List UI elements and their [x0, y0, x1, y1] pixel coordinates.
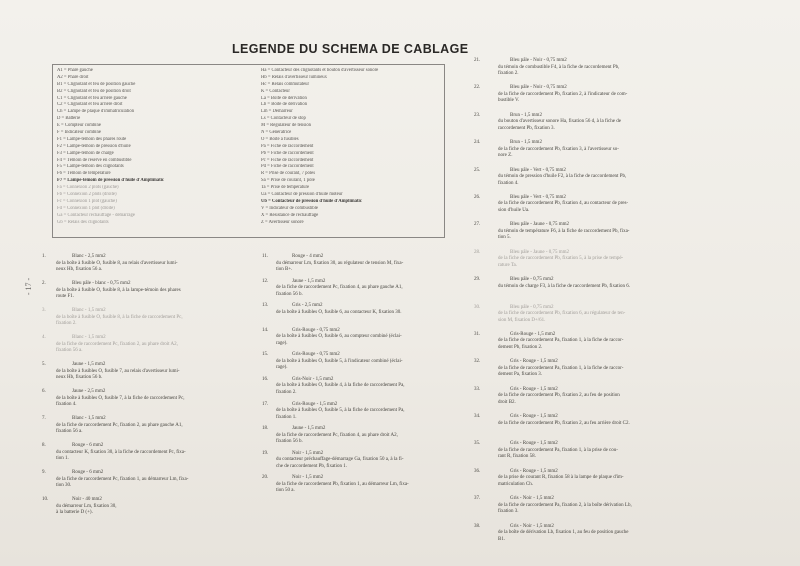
wire-route-line: fixation 56 a.	[56, 348, 83, 353]
legend-column-left	[57, 68, 247, 226]
legend-item: Pa = Fiche de raccordement	[261, 143, 314, 149]
legend-item: Lm = Démarreur	[261, 109, 293, 115]
legend-item: Pd = Fiche de raccordement	[261, 164, 314, 170]
wire-entry	[474, 387, 774, 414]
wire-route-line: fixation 4.	[498, 180, 519, 186]
wire-number: 1.	[42, 254, 46, 259]
wire-route-line: fixation 4.	[56, 402, 77, 407]
wire-route-line: du témoin de charge F3, à la fiche de raccordement Pb, fixation 6.	[498, 283, 630, 289]
wire-list-column-2	[262, 254, 462, 500]
page-number: - 17 -	[24, 277, 34, 296]
wire-number: 5.	[42, 362, 46, 367]
wire-color-gauge: Rouge - 4 mm2	[292, 254, 324, 259]
legend-item: A2 = Phare droit	[57, 74, 89, 80]
legend-item: Fd = Connexion 1 plot (droite)	[57, 205, 115, 211]
wire-number: 19.	[262, 450, 269, 456]
wire-entry	[42, 443, 272, 470]
wire-color-gauge: Gris-Rouge - 0,75 mm2	[292, 352, 340, 358]
wire-number: 22.	[474, 85, 481, 91]
legend-item: B1 = Clignotant et feu de position gauche	[57, 81, 136, 87]
wire-route-line: fixation 56 b.	[276, 291, 303, 297]
legend-item: Gb = Relais des clignotants	[57, 219, 109, 225]
wire-entry	[474, 113, 774, 140]
legend-item: F5 = Lampe-témoin des clignotants	[57, 164, 124, 170]
wire-color-gauge: Brun - 1,5 mm2	[510, 112, 542, 118]
wire-route-line: de la boîte à fusibles O, fusible 4, à la fiche de raccordement Pa,	[276, 383, 405, 389]
legend-item: Ta = Prise de température	[261, 185, 310, 191]
wire-number: 27.	[474, 222, 481, 228]
wire-route-line: matriculation Ch.	[498, 481, 533, 487]
wire-number: 9.	[42, 470, 46, 475]
wire-number: 11.	[262, 254, 269, 259]
wire-color-gauge: Bleu pâle - 0,75 mm2	[510, 277, 554, 283]
wire-color-gauge: Gris - Rouge - 1,5 mm2	[510, 414, 558, 420]
wire-entry	[262, 426, 462, 451]
wire-entry	[474, 332, 774, 359]
wire-color-gauge: Bleu pâle - Vert - 0,75 mm2	[510, 167, 566, 173]
wire-color-gauge: Noir - 1,5 mm2	[292, 450, 324, 456]
wire-route-line: du démarreur Lm, fixation 30,	[56, 503, 117, 509]
legend-item: Fc = Connexion 1 plot (gauche)	[57, 198, 117, 204]
wire-number: 16.	[262, 376, 269, 382]
legend-item: Z = Avertisseur sonore	[261, 219, 304, 225]
legend-item: F4 = Témoin de réserve en combustible	[57, 157, 132, 163]
wire-entry	[262, 303, 462, 328]
wire-route-line: neux Hb, fixation 56 b.	[56, 375, 103, 380]
legend-item: B2 = Clignotant et feu de position droit	[57, 88, 131, 94]
wire-entry	[474, 359, 774, 386]
wire-color-gauge: Blanc - 2,5 mm2	[72, 254, 106, 259]
wire-color-gauge: Bleu pâle - Jaune - 0,75 mm2	[510, 222, 570, 228]
wire-route-line: à la batterie D (+).	[56, 510, 93, 515]
legend-item: Fb = Connexion 2 plots (droite)	[57, 192, 117, 198]
wire-number: 12.	[262, 278, 269, 284]
wire-list-column-1	[42, 254, 272, 524]
wire-number: 23.	[474, 112, 481, 118]
wire-number: 38.	[474, 523, 481, 529]
wire-color-gauge: Gris-Noir - 1,5 mm2	[292, 376, 334, 382]
legend-item: F2 = Lampe-témoin de pression d'huile	[57, 143, 131, 149]
wire-color-gauge: Gris - Rouge - 1,5 mm2	[510, 468, 558, 474]
wire-route-line: de la boîte à fusibles O, fusible 5, à la fiche de raccordement Pa,	[276, 408, 405, 414]
wire-entry	[474, 85, 774, 112]
wire-color-gauge: Bleu pâle - Jaune - 0,75 mm2	[510, 249, 570, 255]
wire-number: 26.	[474, 194, 481, 200]
wire-route-line: de la boîte à fusible O, fusible 8, à la lampe-témoin des phares	[56, 287, 181, 293]
legend-item: F1 = Lampe-témoin des phares route	[57, 136, 127, 142]
wire-route-line: fixation 2.	[276, 389, 297, 395]
wire-route-line: raccordement Pb, fixation 3.	[498, 125, 555, 131]
wire-route-line: de la fiche de raccordement Pb, fixation 3, à l'avertisseur so-	[498, 146, 619, 152]
wire-entry	[262, 352, 462, 377]
legend-item: M = Régulateur de tension	[261, 123, 312, 129]
wire-entry	[42, 470, 272, 497]
wire-route-line: bustible V.	[498, 98, 520, 104]
legend-item: Pb = Fiche de raccordement	[261, 150, 314, 156]
wire-number: 24.	[474, 140, 481, 146]
wire-route-line: nore Z.	[498, 153, 513, 159]
wire-route-line: fixation 2.	[56, 321, 77, 326]
wire-number: 17.	[262, 401, 269, 407]
wire-route-line: de la fiche de raccordement Pb, fixation 2, au feu de position	[498, 393, 620, 399]
wire-color-gauge: Blanc - 1,5 mm2	[72, 308, 106, 313]
wire-entry	[474, 277, 774, 304]
wire-route-line: fixation 3.	[498, 509, 519, 515]
legend-item: N = Génératrice	[261, 130, 292, 136]
wire-number: 36.	[474, 468, 481, 474]
legend-item: Ub = Contacteur de pression d'huile d'Amplimatic	[261, 198, 362, 204]
wire-color-gauge: Rouge - 6 mm2	[72, 470, 104, 475]
legend-item: Lb = Boîte de dérivation	[261, 102, 308, 108]
wire-route-line: de la prise de courant R, fixation 58 à la lampe de plaque d'im-	[498, 475, 624, 481]
wire-entry	[474, 195, 774, 222]
wire-color-gauge: Brun - 1,5 mm2	[510, 140, 542, 146]
wire-color-gauge: Gris - Rouge - 1,5 mm2	[510, 359, 558, 365]
wire-entry	[474, 305, 774, 332]
legend-item: Sa = Prise de courant, 1 pôle	[261, 178, 315, 184]
wire-route-line: rage).	[276, 365, 288, 371]
wire-entry	[474, 250, 774, 277]
wire-number: 37.	[474, 496, 481, 502]
legend-item: R = Prise de courant, 7 pôles	[261, 171, 316, 177]
wire-route-line: rage).	[276, 340, 288, 346]
wire-entry	[474, 469, 774, 496]
wire-color-gauge: Bleu pâle - Vert - 0,75 mm2	[510, 194, 566, 200]
wire-color-gauge: Blanc - 1,5 mm2	[72, 416, 106, 421]
wire-color-gauge: Bleu pâle - blanc - 0,75 mm2	[72, 281, 131, 286]
wire-route-line: B1.	[498, 536, 506, 542]
wire-number: 8.	[42, 443, 46, 448]
wire-color-gauge: Noir - 1,5 mm2	[292, 475, 324, 481]
wire-number: 6.	[42, 389, 46, 394]
wire-route-line: de la boîte à fusibles O, fusible 7, à la fiche de raccordement Pc,	[56, 395, 185, 401]
wire-route-line: de la fiche de raccordement Pa, fixation 2, à la boîte dérivation Lb,	[498, 502, 632, 508]
legend-item: A1 = Phare gauche	[57, 68, 93, 73]
wire-route-line: tion B+.	[276, 267, 293, 272]
legend-item: Ga = Contacteur réchauffage - démarrage	[57, 212, 135, 218]
legend-item: C1 = Clignotant et feu arrière gauche	[57, 95, 127, 101]
wire-entry	[42, 362, 272, 389]
wire-entry	[42, 254, 272, 281]
wire-entry	[474, 222, 774, 249]
legend-item: X = Résistance de réchauffage	[261, 212, 319, 218]
legend-item: Ua = Contacteur de pression d'huile moteur	[261, 192, 343, 198]
wire-route-line: de la fiche de raccordement Pc, fixation 1, au démarreur Lm, fixa-	[56, 476, 189, 482]
wire-color-gauge: Jaune - 1,5 mm2	[292, 426, 326, 432]
wire-route-line: dement Pb, fixation 2.	[498, 344, 543, 350]
wire-route-line: de la boîte à fusible O, fusible 8, au relais d'avertisseur lumi-	[56, 260, 178, 266]
wire-list-column-3	[474, 58, 774, 551]
wire-route-line: de la fiche de raccordement Pb, fixation 2, au feu arrière droit C2.	[498, 420, 630, 426]
wire-entry	[474, 58, 774, 85]
legend-item: Ls = Contacteur de stop	[261, 116, 306, 122]
wire-route-line: tion 1.	[56, 456, 69, 461]
wire-number: 28.	[474, 249, 481, 255]
wire-route-line: de la boîte à fusibles O, fusible 6, au compteur combiné (éclai-	[276, 334, 402, 340]
legend-item: Ch = Lampe de plaque d'immatriculation	[57, 109, 135, 115]
wire-entry	[474, 496, 774, 523]
wire-number: 20.	[262, 475, 269, 481]
wire-entry	[42, 308, 272, 335]
legend-item: La = Boîte de dérivation	[261, 95, 307, 101]
wire-route-line: de la fiche de raccordement Pa, fixation 1, à la prise de cou-	[498, 447, 618, 453]
wire-route-line: tion 5.	[498, 235, 511, 241]
legend-item: F = Indicateur combiné	[57, 130, 101, 136]
wire-entry	[42, 335, 272, 362]
wire-entry	[262, 254, 462, 279]
wire-route-line: de la boîte à fusibles O, fusible 6, au contacteur K, fixation 30.	[276, 309, 402, 315]
wire-route-line: de la fiche de raccordement Pb, fixation 4, au contacteur de pres-	[498, 201, 629, 207]
wire-route-line: fixation 2.	[498, 71, 519, 76]
wire-color-gauge: Rouge - 6 mm2	[72, 443, 104, 448]
legend-item: E = Compteur combiné	[57, 123, 101, 129]
legend-item: Hc = Relais commutateur	[261, 81, 310, 87]
wire-color-gauge: Jaune - 2,5 mm2	[72, 389, 106, 394]
wire-route-line: de la fiche de raccordement Pc, fixation 4, au phare gauche A1,	[276, 285, 403, 291]
wire-color-gauge: Bleu pâle - Noir - 0,75 mm2	[510, 58, 567, 63]
wire-number: 31.	[474, 331, 481, 337]
legend-item: F7 = Lampe-témoin de pression d'huile d'Amplimatic	[57, 178, 165, 184]
wire-color-gauge: Gris-Rouge - 0,75 mm2	[292, 327, 340, 333]
wire-color-gauge: Gris-Rouge - 1,5 mm2	[510, 331, 556, 337]
wire-number: 3.	[42, 308, 46, 313]
wire-entry	[262, 475, 462, 500]
wire-entry	[42, 389, 272, 416]
wire-number: 7.	[42, 416, 46, 421]
wire-number: 15.	[262, 352, 269, 358]
wire-number: 25.	[474, 167, 481, 173]
wire-color-gauge: Bleu pâle - 0,75 mm2	[510, 304, 554, 310]
legend-item: O = Boîte à fusibles	[261, 136, 299, 142]
wire-color-gauge: Gris - Rouge - 1,5 mm2	[510, 386, 558, 392]
legend-item: Hb = Relais d'avertisseur lumineux	[261, 74, 327, 80]
legend-item: Ha = Contacteur des clignotants et bouton d'avertisseur sonore	[261, 68, 379, 73]
wire-route-line: dement Pa, fixation 3.	[498, 372, 543, 378]
wire-route-line: rature Ta.	[498, 262, 517, 268]
wire-entry	[262, 328, 462, 353]
wire-number: 10.	[42, 497, 49, 502]
wire-number: 21.	[474, 58, 481, 63]
legend-box	[52, 64, 445, 238]
wire-number: 29.	[474, 277, 481, 283]
legend-item: Fa = Connexion 2 plots (gauche)	[57, 185, 119, 191]
wire-route-line: du témoin de combustible F4, à la fiche de raccordement Pb,	[498, 64, 620, 70]
wire-number: 30.	[474, 304, 481, 310]
wire-number: 18.	[262, 426, 269, 432]
wire-route-line: tion 30.	[56, 483, 72, 488]
wire-entry	[474, 414, 774, 441]
wire-color-gauge: Bleu pâle - Noir - 0,75 mm2	[510, 85, 567, 91]
wire-number: 4.	[42, 335, 46, 340]
wire-entry	[42, 278, 272, 308]
wire-color-gauge: Gris - Noir - 1,5 mm2	[510, 496, 554, 502]
wire-entry	[262, 402, 462, 427]
wire-route-line: de la fiche de raccordement Pc, fixation 2, au phare gauche A1,	[56, 422, 183, 428]
wire-route-line: du témoin de température F6, à la fiche de raccordement Pb, fixa-	[498, 228, 630, 234]
wire-entry	[474, 524, 774, 551]
wire-color-gauge: Gris - Rouge - 1,5 mm2	[510, 441, 558, 447]
wire-number: 35.	[474, 441, 481, 447]
wire-color-gauge: Blanc - 1,5 mm2	[72, 335, 106, 340]
wire-route-line: de la fiche de raccordement Pb, fixation 6, au régulateur de ten-	[498, 311, 626, 317]
wire-route-line: rant R, fixation 58.	[498, 454, 536, 460]
wire-route-line: de la fiche de raccordement Pa, fixation 1, à la fiche de raccor-	[498, 365, 624, 371]
wire-number: 34.	[474, 414, 481, 420]
wire-route-line: fixation 56 b.	[276, 439, 303, 445]
wire-route-line: de la fiche de raccordement Pb, fixation 2, à l'indicateur de com-	[498, 91, 628, 97]
wire-entry	[474, 441, 774, 468]
wire-route-line: de la fiche de raccordement Pb, fixation 5, à la prise de tempé-	[498, 256, 624, 262]
wire-route-line: de la fiche de raccordement Pc, fixation 2, au phare droit A2,	[56, 341, 178, 347]
wire-route-line: de la boîte à fusibles O, fusible 5, à l'indicateur combiné (éclai-	[276, 358, 403, 364]
wire-number: 13.	[262, 303, 269, 309]
wire-entry	[262, 377, 462, 402]
legend-item: V = Indicateur de combustible	[261, 205, 318, 211]
wire-entry	[262, 279, 462, 304]
wire-route-line: de la fiche de raccordement Pa, fixation 1, à la fiche de raccor-	[498, 338, 624, 344]
wire-route-line: de la boîte à fusibles O, fusible 7, au relais d'avertisseur lumi-	[56, 368, 180, 374]
wire-number: 2.	[42, 281, 46, 286]
wire-entry	[474, 168, 774, 195]
wire-color-gauge: Jaune - 1,5 mm2	[72, 362, 106, 367]
legend-item: F3 = Lampe-témoin de charge	[57, 150, 114, 156]
wire-route-line: du démarreur Lm, fixation 30, au régulateur de tension M, fixa-	[276, 260, 404, 266]
legend-item: C2 = Clignotant et feu arrière droit	[57, 102, 123, 108]
wire-route-line: de la boîte à fusible O, fusible 8, à la fiche de raccordement Pc,	[56, 314, 183, 320]
wire-entry	[262, 451, 462, 476]
wire-number: 32.	[474, 359, 481, 365]
wire-route-line: sion M, fixation D+/61.	[498, 317, 546, 323]
wire-route-line: fixation 56 a.	[56, 429, 83, 434]
wire-number: 14.	[262, 327, 269, 333]
wire-route-line: tion 50 a.	[276, 488, 295, 494]
wire-color-gauge: Gris - 2,5 mm2	[292, 303, 323, 309]
wire-route-line: de la fiche de raccordement Pb, fixation 1, au démarreur Lm, fixa-	[276, 481, 409, 487]
wire-route-line: de la boîte de dérivation Lb, fixation 1, au feu de position gauche	[498, 530, 629, 536]
wire-number: 33.	[474, 386, 481, 392]
wire-entry	[474, 140, 774, 167]
wire-route-line: fixation 1.	[276, 414, 297, 420]
legend-item: Pc = Fiche de raccordement	[261, 157, 314, 163]
page-title: LEGENDE DU SCHEMA DE CABLAGE	[232, 42, 469, 56]
wire-route-line: du bouton d'avertisseur sonore Ha, fixation 56 d, à la fiche de	[498, 119, 621, 125]
wire-color-gauge: Jaune - 1,5 mm2	[292, 278, 326, 284]
wire-color-gauge: Noir - 40 mm2	[72, 497, 102, 502]
wire-route-line: du témoin de pression d'huile F2, à la fiche de raccordement Pb,	[498, 174, 627, 180]
wire-route-line: che de raccordement Pb, fixation 1.	[276, 463, 347, 469]
legend-item: D = Batterie	[57, 116, 81, 122]
wire-route-line: route F1.	[56, 294, 75, 299]
legend-column-right	[261, 68, 443, 226]
legend-item: F6 = Témoin de température	[57, 171, 111, 177]
wire-color-gauge: Gris-Rouge - 1,5 mm2	[292, 401, 338, 407]
wire-route-line: de la fiche de raccordement Pc, fixation 4, au phare droit A2,	[276, 432, 398, 438]
wire-entry	[42, 497, 272, 524]
wire-route-line: du contacteur préchauffage-démarrage Ga, fixation 50 a, à la fi-	[276, 457, 404, 463]
legend-item: K = Contacteur	[261, 88, 290, 94]
wire-route-line: du contacteur K, fixation 30, à la fiche de raccordement Pc, fixa-	[56, 449, 186, 455]
wire-entry	[42, 416, 272, 443]
wire-route-line: neux Hb, fixation 56 a.	[56, 267, 103, 272]
wire-color-gauge: Gris - Noir - 1,5 mm2	[510, 523, 554, 529]
wire-route-line: droit B2.	[498, 399, 516, 405]
wire-route-line: sion d'huile Ua.	[498, 207, 530, 213]
